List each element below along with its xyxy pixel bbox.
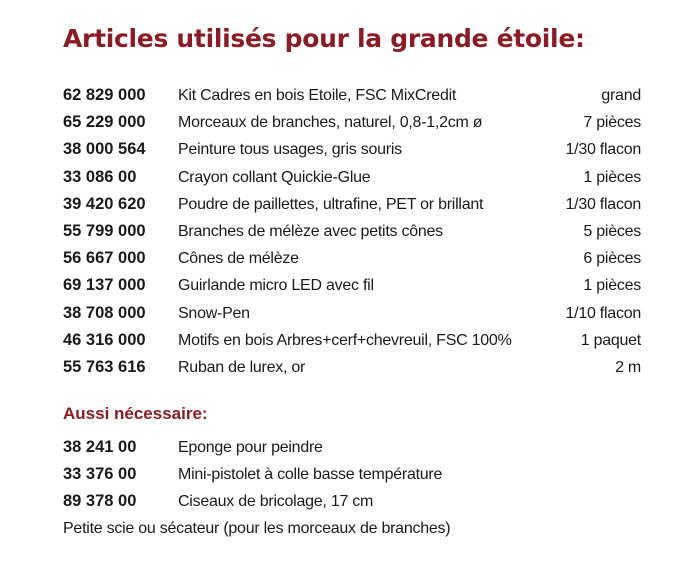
article-description: Ciseaux de bricolage, 17 cm [178, 493, 374, 511]
article-code: 33 376 00 [63, 465, 137, 484]
article-description: Crayon collant Quickie-Glue [178, 168, 371, 186]
article-quantity: 2 m [615, 358, 641, 376]
article-quantity: 6 pièces [583, 250, 641, 268]
article-description: Guirlande micro LED avec fil [178, 277, 374, 295]
article-description: Ruban de lurex, or [178, 358, 306, 376]
materials-list [63, 82, 641, 381]
article-code: 39 420 620 [63, 194, 146, 213]
list-item [63, 434, 641, 461]
article-quantity: 7 pièces [583, 114, 641, 132]
list-item [63, 354, 641, 381]
additional-note: Petite scie ou sécateur (pour les morceaux de branches) [63, 520, 451, 537]
article-code: 38 000 564 [63, 140, 146, 159]
article-code: 56 667 000 [63, 249, 146, 268]
list-item [63, 82, 641, 109]
article-code: 55 799 000 [63, 221, 146, 240]
article-code: 38 708 000 [63, 303, 146, 322]
also-needed-list [63, 434, 641, 516]
article-code: 69 137 000 [63, 276, 146, 295]
article-code: 89 378 00 [63, 492, 137, 511]
article-quantity: 1/30 flacon [565, 195, 641, 213]
list-item [63, 461, 641, 488]
article-description: Snow-Pen [178, 304, 250, 322]
article-code: 33 086 00 [63, 167, 137, 186]
article-description: Morceaux de branches, naturel, 0,8-1,2cm ø [178, 114, 483, 132]
list-item [63, 245, 641, 272]
article-quantity: 1/30 flacon [565, 141, 641, 159]
article-description: Kit Cadres en bois Etoile, FSC MixCredit [178, 87, 457, 104]
article-quantity: grand [601, 87, 641, 104]
article-description: Branches de mélèze avec petits cônes [178, 222, 443, 240]
article-code: 46 316 000 [63, 330, 146, 349]
list-item [63, 191, 641, 218]
list-item [63, 109, 641, 136]
list-item [63, 488, 641, 515]
article-quantity: 5 pièces [583, 222, 641, 240]
article-quantity: 1/10 flacon [565, 304, 641, 322]
list-item [63, 164, 641, 191]
list-item [63, 300, 641, 327]
article-description: Peinture tous usages, gris souris [178, 141, 402, 159]
page-title: Articles utilisés pour la grande étoile: [63, 24, 585, 53]
list-item [63, 136, 641, 163]
article-description: Mini-pistolet à colle basse température [178, 466, 443, 484]
list-item [63, 272, 641, 299]
article-quantity: 1 paquet [580, 331, 641, 349]
list-item [63, 218, 641, 245]
article-quantity: 1 pièces [583, 277, 641, 295]
article-description: Cônes de mélèze [178, 250, 299, 268]
article-description: Poudre de paillettes, ultrafine, PET or brillant [178, 195, 484, 213]
article-code: 38 241 00 [63, 438, 137, 456]
article-quantity: 1 pièces [583, 168, 641, 186]
also-needed-heading: Aussi nécessaire: [63, 404, 208, 423]
article-description: Eponge pour peindre [178, 439, 323, 456]
article-description: Motifs en bois Arbres+cerf+chevreuil, FSC 100% [178, 331, 512, 349]
article-code: 55 763 616 [63, 357, 146, 376]
article-code: 62 829 000 [63, 86, 146, 104]
list-item [63, 327, 641, 354]
article-code: 65 229 000 [63, 113, 146, 132]
